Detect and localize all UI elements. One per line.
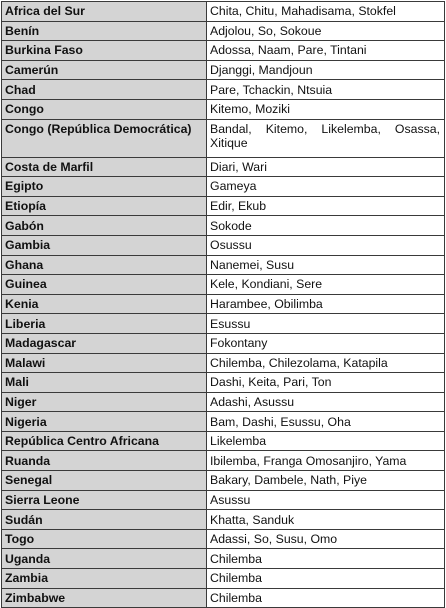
country-cell: Togo xyxy=(2,529,207,549)
table-row xyxy=(2,119,445,157)
country-cell: Sierra Leone xyxy=(2,490,207,510)
names-cell: Gameya xyxy=(207,177,445,197)
table-row xyxy=(2,41,445,61)
country-cell: Guinea xyxy=(2,275,207,295)
country-cell: Costa de Marfil xyxy=(2,157,207,177)
table-row xyxy=(2,294,445,314)
country-cell: Kenia xyxy=(2,294,207,314)
country-cell: Etiopía xyxy=(2,196,207,216)
table-row xyxy=(2,275,445,295)
country-cell: Congo (República Democrática) xyxy=(2,119,207,157)
country-cell: Egipto xyxy=(2,177,207,197)
table-row xyxy=(2,235,445,255)
table-row xyxy=(2,99,445,119)
table-row xyxy=(2,314,445,334)
table-row xyxy=(2,431,445,451)
country-cell: Madagascar xyxy=(2,333,207,353)
table-row xyxy=(2,177,445,197)
names-cell: Bakary, Dambele, Nath, Piye xyxy=(207,471,445,491)
country-cell: Ghana xyxy=(2,255,207,275)
table-row xyxy=(2,80,445,100)
table-row xyxy=(2,255,445,275)
names-cell: Chilemba xyxy=(207,588,445,608)
names-cell: Adashi, Asussu xyxy=(207,392,445,412)
table-row xyxy=(2,333,445,353)
names-cell: Chilemba xyxy=(207,549,445,569)
names-cell: Nanemei, Susu xyxy=(207,255,445,275)
names-cell: Edir, Ekub xyxy=(207,196,445,216)
table-row xyxy=(2,490,445,510)
names-cell: Djanggi, Mandjoun xyxy=(207,60,445,80)
names-cell: Khatta, Sanduk xyxy=(207,510,445,530)
country-cell: Malawi xyxy=(2,353,207,373)
table-row xyxy=(2,216,445,236)
country-cell: Africa del Sur xyxy=(2,2,207,22)
table-row xyxy=(2,471,445,491)
names-cell: Bandal, Kitemo, Likelemba, Osassa, Xitique xyxy=(207,119,445,157)
table-row xyxy=(2,510,445,530)
names-cell: Harambee, Obilimba xyxy=(207,294,445,314)
table-row xyxy=(2,412,445,432)
names-cell: Pare, Tchackin, Ntsuia xyxy=(207,80,445,100)
names-cell: Kele, Kondiani, Sere xyxy=(207,275,445,295)
names-cell: Chilemba, Chilezolama, Katapila xyxy=(207,353,445,373)
names-cell: Adjolou, So, Sokoue xyxy=(207,21,445,41)
country-cell: Burkina Faso xyxy=(2,41,207,61)
country-cell: Congo xyxy=(2,99,207,119)
country-cell: Niger xyxy=(2,392,207,412)
country-cell: Gambia xyxy=(2,235,207,255)
table-row xyxy=(2,60,445,80)
table-row xyxy=(2,529,445,549)
names-cell: Adossa, Naam, Pare, Tintani xyxy=(207,41,445,61)
country-cell: Camerún xyxy=(2,60,207,80)
country-cell: Uganda xyxy=(2,549,207,569)
names-cell: Dashi, Keita, Pari, Ton xyxy=(207,373,445,393)
country-cell: Ruanda xyxy=(2,451,207,471)
table-row xyxy=(2,21,445,41)
country-cell: Gabón xyxy=(2,216,207,236)
table-row xyxy=(2,373,445,393)
country-cell: Liberia xyxy=(2,314,207,334)
names-cell: Ibilemba, Franga Omosanjiro, Yama xyxy=(207,451,445,471)
names-cell: Fokontany xyxy=(207,333,445,353)
table-row xyxy=(2,588,445,608)
country-cell: Zimbabwe xyxy=(2,588,207,608)
names-cell: Osussu xyxy=(207,235,445,255)
country-cell: Nigeria xyxy=(2,412,207,432)
names-cell: Adassi, So, Susu, Omo xyxy=(207,529,445,549)
table-row xyxy=(2,549,445,569)
names-cell: Esussu xyxy=(207,314,445,334)
country-cell: Senegal xyxy=(2,471,207,491)
country-names-table xyxy=(1,1,445,608)
country-cell: Mali xyxy=(2,373,207,393)
names-cell: Kitemo, Moziki xyxy=(207,99,445,119)
table-row xyxy=(2,2,445,22)
country-cell: Sudán xyxy=(2,510,207,530)
table-row xyxy=(2,392,445,412)
table-row xyxy=(2,451,445,471)
names-cell: Chilemba xyxy=(207,569,445,589)
country-cell: Benín xyxy=(2,21,207,41)
names-cell: Asussu xyxy=(207,490,445,510)
table-row xyxy=(2,569,445,589)
country-cell: Zambia xyxy=(2,569,207,589)
table-row xyxy=(2,353,445,373)
country-cell: Chad xyxy=(2,80,207,100)
names-cell: Bam, Dashi, Esussu, Oha xyxy=(207,412,445,432)
names-cell: Likelemba xyxy=(207,431,445,451)
country-cell: República Centro Africana xyxy=(2,431,207,451)
table-row xyxy=(2,157,445,177)
table-row xyxy=(2,196,445,216)
names-cell: Diari, Wari xyxy=(207,157,445,177)
names-cell: Sokode xyxy=(207,216,445,236)
names-cell: Chita, Chitu, Mahadisama, Stokfel xyxy=(207,2,445,22)
